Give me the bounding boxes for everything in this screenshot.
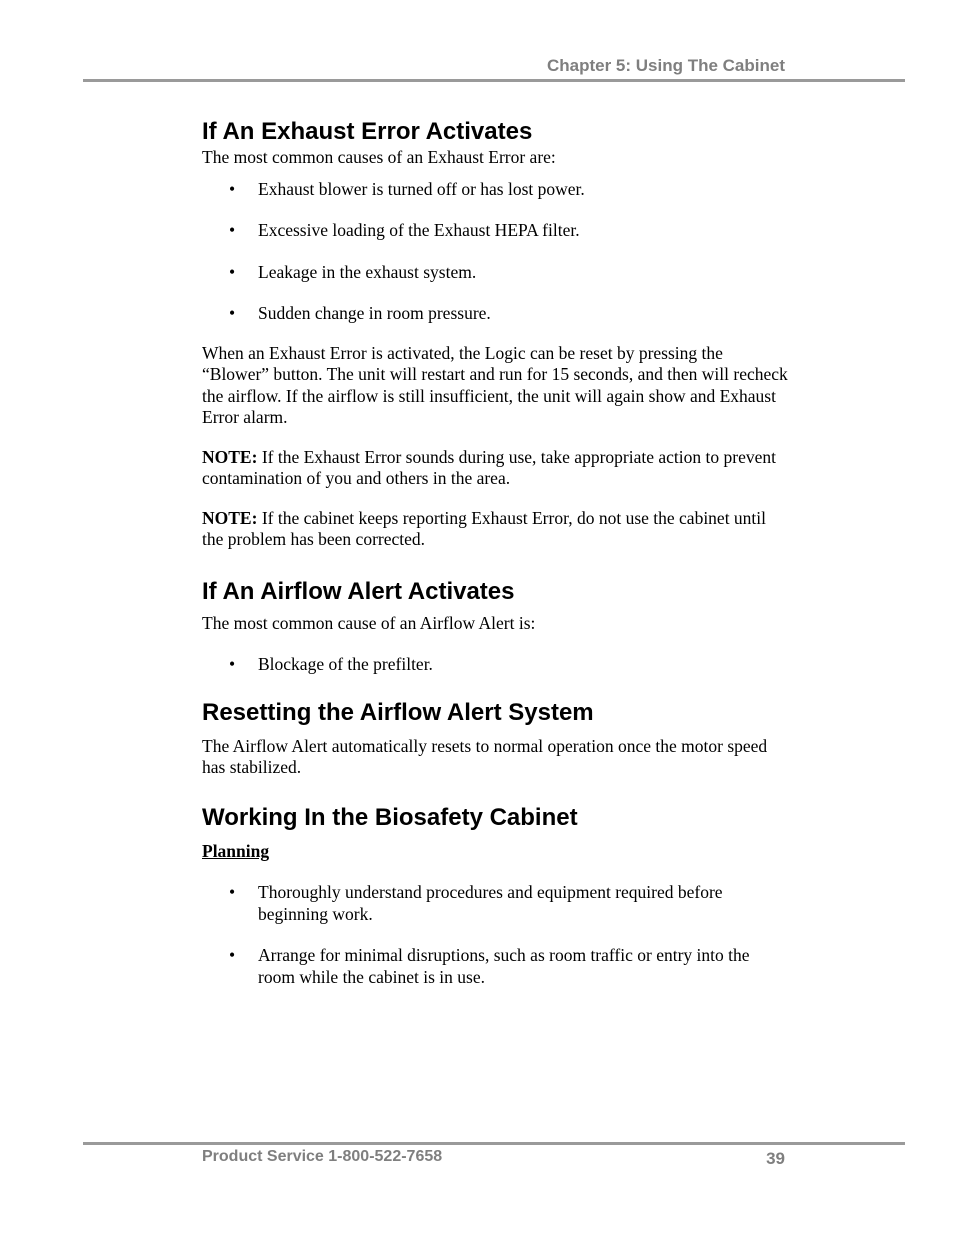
list-item: • Thoroughly understand procedures and equipment required before beginning work. [202,882,790,925]
planning-list [202,882,790,988]
list-item: • Leakage in the exhaust system. [202,262,790,284]
footer-service-phone: Product Service 1-800-522-7658 [202,1148,443,1165]
exhaust-note-2 [202,508,790,551]
airflow-cause-list [202,654,790,676]
resetting-heading: Resetting the Airflow Alert System [202,698,594,726]
note-text: If the cabinet keeps reporting Exhaust Error, do not use the cabinet until the problem has been corrected. [202,507,767,549]
note-label: NOTE: [202,446,258,467]
note-text: If the Exhaust Error sounds during use, take appropriate action to prevent contamination of you and others in the area. [202,446,776,488]
resetting-paragraph: The Airflow Alert automatically resets to normal operation once the motor speed has stabilized. [202,735,768,777]
airflow-intro: The most common cause of an Airflow Alert is: [202,612,536,633]
exhaust-heading: If An Exhaust Error Activates [202,118,533,145]
exhaust-note-1 [202,447,790,490]
airflow-heading: If An Airflow Alert Activates [202,577,515,605]
list-item: • Sudden change in room pressure. [202,303,790,325]
page-content [202,117,790,988]
list-item: • Blockage of the prefilter. [202,654,790,676]
note-label: NOTE: [202,507,258,528]
exhaust-intro: The most common causes of an Exhaust Error are: [202,147,556,167]
exhaust-reset-paragraph: When an Exhaust Error is activated, the Logic can be reset by pressing the “Blower” button. The unit will restart and run for 15 seconds, and then will recheck the airflow. If the airflow is still insufficient, the unit will again show and Exhaust Error alarm. [202,342,788,427]
list-item: • Exhaust blower is turned off or has lost power. [202,179,790,201]
list-item: • Arrange for minimal disruptions, such as room traffic or entry into the room while the cabinet is in use. [202,945,790,988]
footer-rule [83,1142,905,1145]
exhaust-cause-list [202,179,790,325]
planning-subheading: Planning [202,840,270,861]
header-rule [83,79,905,82]
page-number: 39 [766,1149,785,1168]
working-heading: Working In the Biosafety Cabinet [202,803,578,831]
list-item: • Excessive loading of the Exhaust HEPA filter. [202,220,790,242]
running-header: Chapter 5: Using The Cabinet [546,56,785,75]
